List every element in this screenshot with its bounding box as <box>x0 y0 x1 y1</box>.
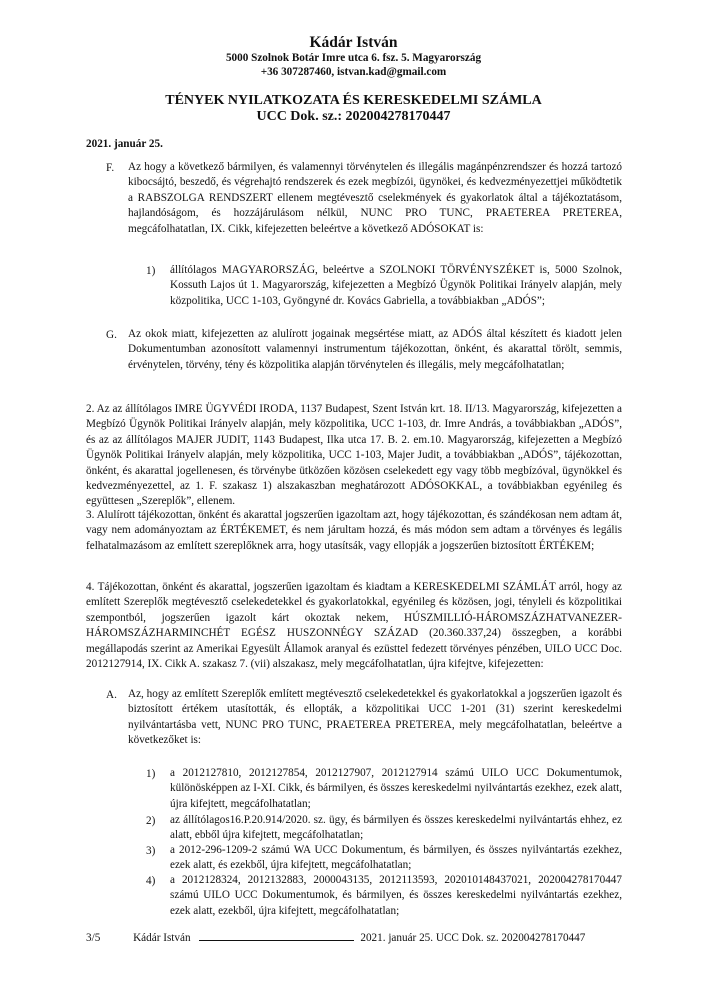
page-footer <box>86 930 591 944</box>
item-A3-label: 3) <box>146 845 156 857</box>
item-A-label: A. <box>106 689 117 701</box>
footer-date-doc: 2021. január 25. UCC Dok. sz. 202004278170447 <box>360 932 586 944</box>
item-F-text: Az hogy a következő bármilyen, és valamennyi törvénytelen és illegális magánpénzrendszer és hozzá tartozó kibocsájtó, beszedő, és végrehajtó rendszerek és ezek megbízói, ügynökei, és kedvezményezettjei működtetik a RABSZOLGA RENDSZERT ellenem megtévesztő cselekmények és gyakorlatok által a tájékoztatásom, hajlandóságom, és hozzájárulásom nélkül, NUNC PRO TUNC, PRAETEREA PRETEREA, megcáfolhatatlan, IX. Cikk, kifejezetten beleértve a következő ADÓSOKAT is: <box>128 161 622 235</box>
page-number: 3/5 <box>86 932 101 944</box>
item-A2-text: az állítólagos16.P.20.914/2020. sz. ügy, és bármilyen és összes kereskedelmi nyilvántartás ehhez, ez alatt, ebből újra kifejtett, megcáfolhatatlan; <box>170 814 622 842</box>
signature-line <box>199 930 354 941</box>
document-number: UCC Dok. sz.: 202004278170447 <box>256 109 451 124</box>
item-A-text: Az, hogy az említett Szereplők említett megtévesztő cselekedetekkel és gyakorlatokkal a jogszerűen igazolt és biztosított értékem utasították, és ellopták, a közpolitikai UCC 1-201 (31) szerint kereskedelmi nyilvántartásba vett, NUNC PRO TUNC, PRAETEREA PRETEREA, mely megcáfolhatatlan, beleértve a következőket is: <box>128 688 622 747</box>
author-contact: +36 307287460, istvan.kad@gmail.com <box>260 66 447 78</box>
item-G-text: Az okok miatt, kifejezetten az alulírott jogainak megsértése miatt, az ADÓS által készített és kiadott jelen Dokumentumban azonosított valamennyi instrumentum tájékozottan, önként, és akarattal törölt, semmis, érvénytelen, törvény, tény és közpolitika alapján törvénytelen és illegális, mely megcáfolhatatlan; <box>128 328 622 371</box>
document-date: 2021. január 25. <box>86 138 163 150</box>
author-name: Kádár István <box>309 34 398 51</box>
footer-name: Kádár István <box>133 932 191 944</box>
item-G-label: G. <box>106 329 117 341</box>
item-A3-text: a 2012-296-1209-2 számú WA UCC Dokumentum, és bármilyen, és összes nyilvántartás ezekhez, ezek alatt, és ezekből, újra kifejtett, megcáfolhatatlan; <box>170 844 622 872</box>
item-A2-label: 2) <box>146 815 156 827</box>
item-F1-label: 1) <box>146 265 156 277</box>
item-F1-text: állítólagos MAGYARORSZÁG, beleértve a SZOLNOKI TÖRVÉNYSZÉKET is, 5000 Szolnok, Kossuth Lajos út 1. Magyarország, kifejezetten a Megbízó Ügynök Politikai Irányelv alapján, mely közpolitika, UCC 1-103, Gyöngyné dr. Kovács Gabriella, a továbbiakban „ADÓS”; <box>170 264 622 307</box>
item-F-label: F. <box>106 162 115 174</box>
item-A1-text: a 2012127810, 2012127854, 2012127907, 2012127914 számú UILO UCC Dokumentumok, különösképpen az I-XI. Cikk, és bármilyen, és összes kereskedelmi nyilvántartás ezekhez, ezek alatt, újra kifejtett, megcáfolhatatlan; <box>170 767 622 810</box>
item-A4-label: 4) <box>146 875 156 887</box>
item-A1-label: 1) <box>146 768 156 780</box>
paragraph-2: 2. Az az állítólagos IMRE ÜGYVÉDI IRODA, 1137 Budapest, Szent István krt. 18. II/13. Magyarország, kifejezetten a Megbízó Ügynök Politikai Irányelv alapján, mely közpolitika, UCC 1-103, dr. Imre András, a továbbiakban „ADÓS”, és az az állítólagos MAJER JUDIT, 1143 Budapest, Ilka utca 17. B. 2. em.10. Magyarország, kifejezetten a Megbízó Ügynök Politikai Irányelv alapján, mely közpolitika, UCC 1-103, Majer Judit, a továbbiakban „ADÓS”, tájékozottan, önként, és akarattal jogellenesen, és törvénybe ütközően közösen cselekedett egy vagy több megbízóval, ügynökkel és kedvezményezettel, az 1. F. szakasz 1) alszakaszban meghatározott ADÓSOKKAL, a továbbiakban egyénileg és együttesen „Szereplők”, ellenem. <box>86 403 622 508</box>
paragraph-4: 4. Tájékozottan, önként és akarattal, jogszerűen igazoltam és kiadtam a KERESKEDELMI SZÁMLÁT arról, hogy az említett Szereplők megtévesztő cselekedetekkel és gyakorlatokkal, egyénileg és közösen, jogi, tényleli és közpolitikai szempontból, jogszerűen igazolt kárt okoztak nekem, HÚSZMILLIÓ-HÁROMSZÁZHATVANEZER-HÁROMSZÁZHARMINCHÉT EGÉSZ HUSZONNÉGY SZÁZAD (20.360.337,24) összegben, a korábbi megállapodás szerint az Amerikai Egyesült Államok aranyal és ezüsttel fedezett törvényes pénzében, UILO UCC Doc. 2012127914, IX. Cikk A. szakasz 7. (vii) alszakasz, mely megcáfolhatatlan, újra kifejtve, kifejezetten: <box>86 581 622 671</box>
document-title: TÉNYEK NYILATKOZATA ÉS KERESKEDELMI SZÁMLA <box>165 93 542 108</box>
item-A4-text: a 2012128324, 2012132883, 2000043135, 2012113593, 202010148437021, 202004278170447 számú UILO UCC Dokumentumok, és bármilyen, és összes kereskedelmi nyilvántartás ezekhez, ezek alatt, ezekből, újra kifejtett, megcáfolhatatlan; <box>170 874 622 917</box>
author-address: 5000 Szolnok Botár Imre utca 6. fsz. 5. Magyarország <box>225 52 482 64</box>
paragraph-3: 3. Alulírott tájékozottan, önként és akarattal jogszerűen igazoltam azt, hogy tájékozottan, és szándékosan nem adtam át, vagy nem adományoztam az ÉRTÉKEMET, és nem járultam hozzá, és más módon sem adtam a törvényes és legális felhatalmazásom az említett szereplőknek arra, hogy utasítsák, vagy ellopják a jogszerűen biztosított ÉRTÉKEM; <box>86 509 622 552</box>
